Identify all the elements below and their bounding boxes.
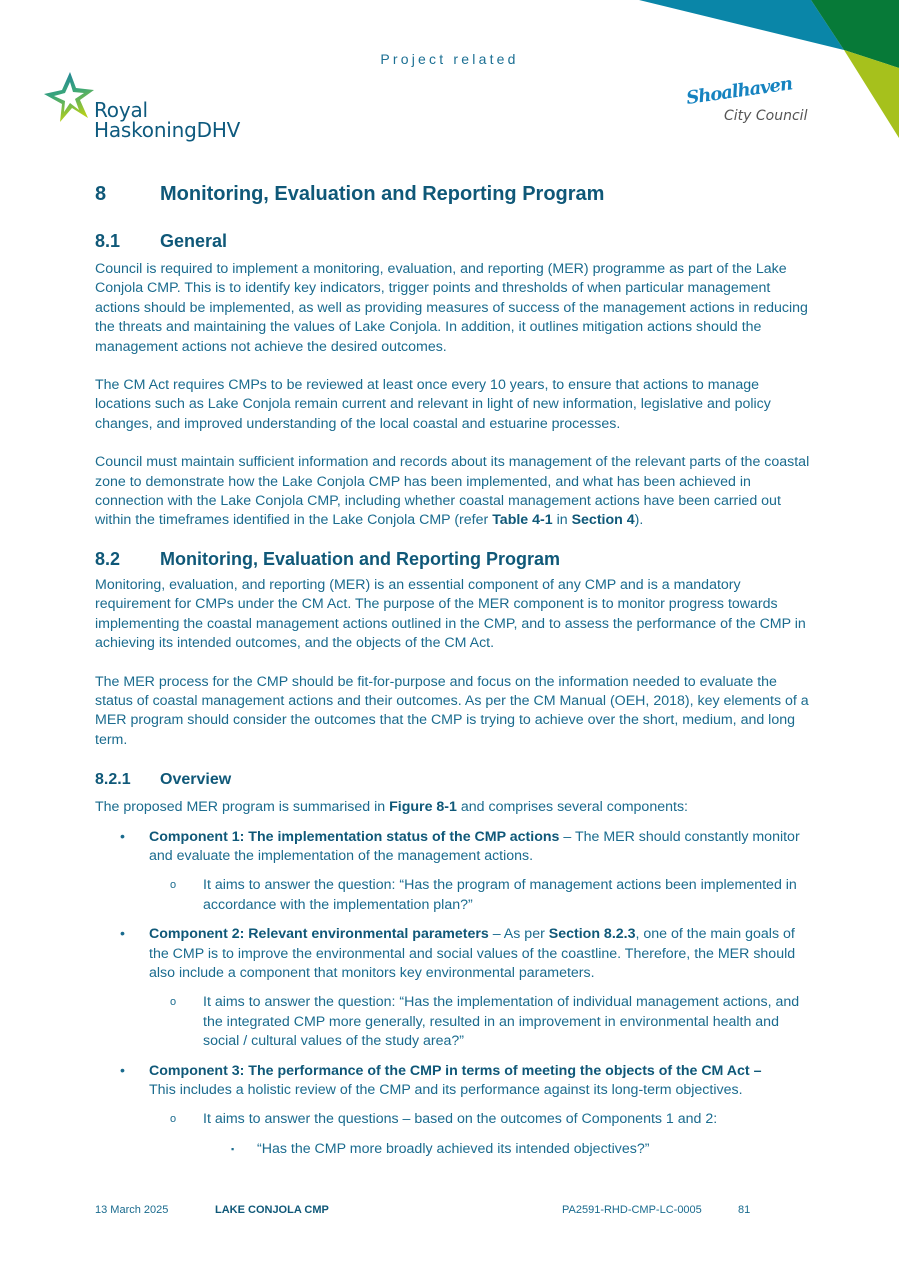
square-bullet-icon: ▪ (231, 1143, 235, 1154)
text-run: in (552, 512, 572, 529)
corner-blue-band (639, 0, 844, 50)
section-title: General (160, 231, 228, 251)
bullet-icon: • (120, 828, 125, 845)
footer-doc-ref: PA2591-RHD-CMP-LC-0005 (562, 1204, 702, 1216)
text-run: ). (634, 512, 644, 529)
footer-date: 13 March 2025 (95, 1204, 169, 1216)
text-run: “Has the CMP more broadly achieved its intended objectives?” (257, 1140, 650, 1157)
sub-sub-list-item (95, 1140, 815, 1159)
bullet-icon: • (120, 926, 125, 943)
list-item (95, 1062, 815, 1101)
section-number: 8.1 (95, 231, 121, 251)
section-heading-8-1 (95, 228, 815, 254)
chapter-heading (95, 178, 815, 210)
text-run: Council must maintain sufficient information and records about its management of the relevant parts of the coastal zone to demonstrate how the Lake Conjola CMP has been implemented, and what has been achieved in connection with the Lake Conjola CMP, including whether coastal management actions have been carried out within the timeframes identified in the Lake Conjola CMP (refer (95, 454, 810, 529)
subsection-number: 8.2.1 (95, 771, 131, 789)
paragraph: The CM Act requires CMPs to be reviewed at least once every 10 years, to ensure that actions to manage locations such as Lake Conjola remain current and relevant in light of new information, legislative and policy changes, and improved understanding of the local coastal and estuarine processes. (95, 377, 771, 432)
text-run: – The MER should constantly monitor and evaluate the implementation of the management actions. (149, 828, 800, 864)
paragraph: Monitoring, evaluation, and reporting (MER) is an essential component of any CMP and is a mandatory requirement for CMPs under the CM Act. The purpose of the MER component is to monitor progress towards implementing the coastal management actions outlined in the CMP, and to assess the performance of the CMP in achieving its intended outcomes, and the objects of the CM Act. (95, 576, 806, 652)
royal-haskoningdhv-logo (42, 70, 252, 150)
text-run: It aims to answer the question: “Has the program of management actions been implemented in accordance with the implementation plan?” (203, 877, 797, 913)
figure-reference-link[interactable]: Figure 8-1 (389, 799, 457, 816)
chapter-number: 8 (95, 183, 107, 205)
council-city-text: City Council (724, 108, 808, 124)
component-title: Component 2: Relevant environmental parameters (149, 926, 489, 943)
section-heading-8-2 (95, 546, 815, 572)
bullet-icon: • (120, 1062, 125, 1079)
logo-line-royal: Royal (94, 98, 148, 122)
text-run: The proposed MER program is summarised in (95, 799, 390, 816)
subsection-heading-8-2-1 (95, 768, 815, 792)
section-reference-link[interactable]: Section 8.2.3 (548, 926, 636, 943)
section-reference-link[interactable]: Section 4 (571, 512, 635, 529)
text-run: , one of the main goals of the CMP is to improve the environmental and social values of the coastline. Therefore, the MER should also include a component that monitors key environmental parameters. (149, 926, 796, 981)
component-title: Component 3: The performance of the CMP in terms of meeting the objects of the CM Act – (149, 1062, 762, 1079)
paragraph: The MER process for the CMP should be fit-for-purpose and focus on the information needed to evaluate the status of coastal management actions and their outcomes. As per the CM Manual (OEH, 2018), key elements of a MER program should consider the outcomes that the CMP is trying to achieve over the short, medium, and long term. (95, 673, 809, 748)
list-item (95, 828, 815, 867)
rhdhv-wordmark (94, 100, 240, 140)
sub-list-item (95, 993, 815, 1051)
circle-bullet-icon: o (170, 1113, 177, 1126)
page-content (95, 178, 815, 1159)
list-item (95, 925, 815, 983)
classification-label: Project related (380, 51, 519, 67)
circle-bullet-icon: o (170, 996, 177, 1009)
paragraph (95, 798, 815, 817)
paragraph: Council is required to implement a monitoring, evaluation, and reporting (MER) programme as part of the Lake Conjola CMP. This is to identify key indicators, trigger points and thresholds of when particular management actions should be implemented, as well as providing measures of success of the management actions in reducing the threats and maintaining the values of Lake Conjola. In addition, it outlines mitigation actions should the management actions not achieve the desired outcomes. (95, 261, 808, 355)
text-run: It aims to answer the questions – based on the outcomes of Components 1 and 2: (203, 1111, 718, 1128)
circle-bullet-icon: o (170, 879, 177, 892)
table-reference-link[interactable]: Table 4-1 (492, 512, 553, 529)
paragraph (95, 453, 815, 531)
footer-page-number: 81 (738, 1204, 751, 1216)
chapter-title: Monitoring, Evaluation and Reporting Program (160, 183, 605, 205)
text-run: – As per (488, 926, 549, 943)
text-run: and comprises several components: (456, 799, 688, 816)
component-title: Component 1: The implementation status of the CMP actions (149, 828, 560, 845)
section-title: Monitoring, Evaluation and Reporting Program (160, 548, 561, 569)
logo-line-haskoningdhv: HaskoningDHV (94, 118, 241, 142)
subsection-title: Overview (160, 771, 232, 789)
section-number: 8.2 (95, 548, 121, 569)
sub-list-item (95, 876, 815, 915)
footer-project: LAKE CONJOLA CMP (215, 1204, 329, 1216)
council-script-wordmark: Shoalhaven (685, 73, 794, 109)
text-run: It aims to answer the question: “Has the implementation of individual management actions, and the integrated CMP more generally, resulted in an improvement in environmental health and social / cultural values of the study area?” (203, 994, 800, 1050)
shoalhaven-council-logo (684, 73, 824, 135)
text-run: This includes a holistic review of the CMP and its performance against its long-term objectives. (149, 1082, 743, 1098)
sub-list-item (95, 1110, 815, 1129)
